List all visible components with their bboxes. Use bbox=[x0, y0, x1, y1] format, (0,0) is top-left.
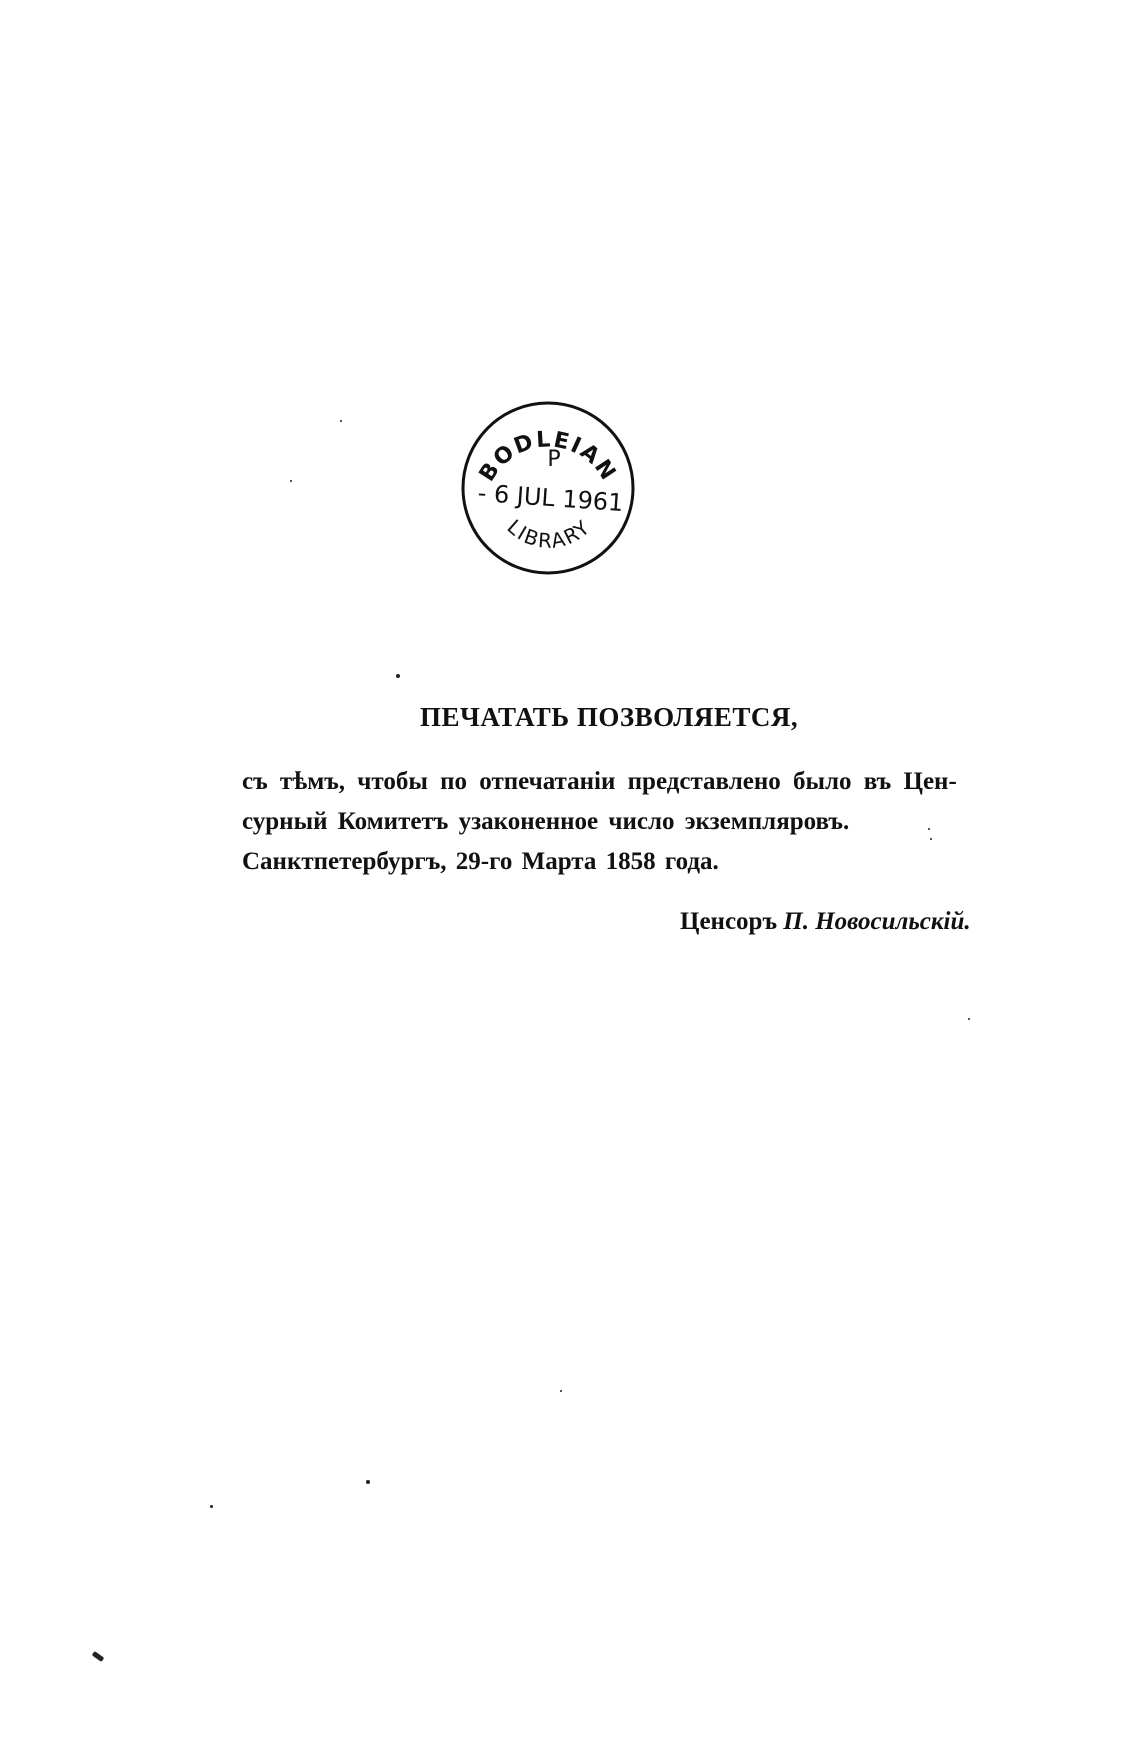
scan-speck bbox=[366, 1480, 370, 1484]
scan-speck bbox=[396, 674, 400, 678]
scan-speck bbox=[560, 1390, 562, 1392]
scan-speck bbox=[290, 480, 292, 482]
svg-text:LIBRARY bbox=[503, 515, 596, 553]
stamp-top-text: BODLEIAN bbox=[474, 427, 622, 487]
stamp-bottom-text: LIBRARY bbox=[502, 514, 596, 553]
stamp-date: - 6 JUL 1961 bbox=[476, 478, 625, 518]
stamp-letter: P bbox=[547, 447, 561, 472]
scan-speck bbox=[968, 1018, 970, 1020]
body-line-2: сурный Комитетъ узаконенное число экземпляровъ. bbox=[242, 808, 850, 835]
censor-title: Ценсоръ bbox=[680, 908, 778, 935]
page-title: ПЕЧАТАТЬ ПОЗВОЛЯЕТСЯ, bbox=[420, 702, 799, 732]
scan-mark bbox=[92, 1651, 105, 1662]
library-stamp bbox=[458, 398, 638, 578]
scan-speck bbox=[928, 828, 930, 830]
bodleian-library-stamp-seal bbox=[458, 398, 638, 578]
body-line-3: Санктпетербургъ, 29-го Марта 1858 года. bbox=[242, 848, 719, 875]
scan-speck bbox=[210, 1505, 213, 1508]
scan-speck bbox=[930, 838, 932, 840]
body-line-1: съ тѣмъ, чтобы по отпечатаніи представлено было въ Цен- bbox=[242, 768, 957, 795]
censor-signature bbox=[680, 908, 971, 936]
scan-speck bbox=[340, 420, 342, 422]
censor-name: П. Новосильскій. bbox=[783, 908, 971, 935]
